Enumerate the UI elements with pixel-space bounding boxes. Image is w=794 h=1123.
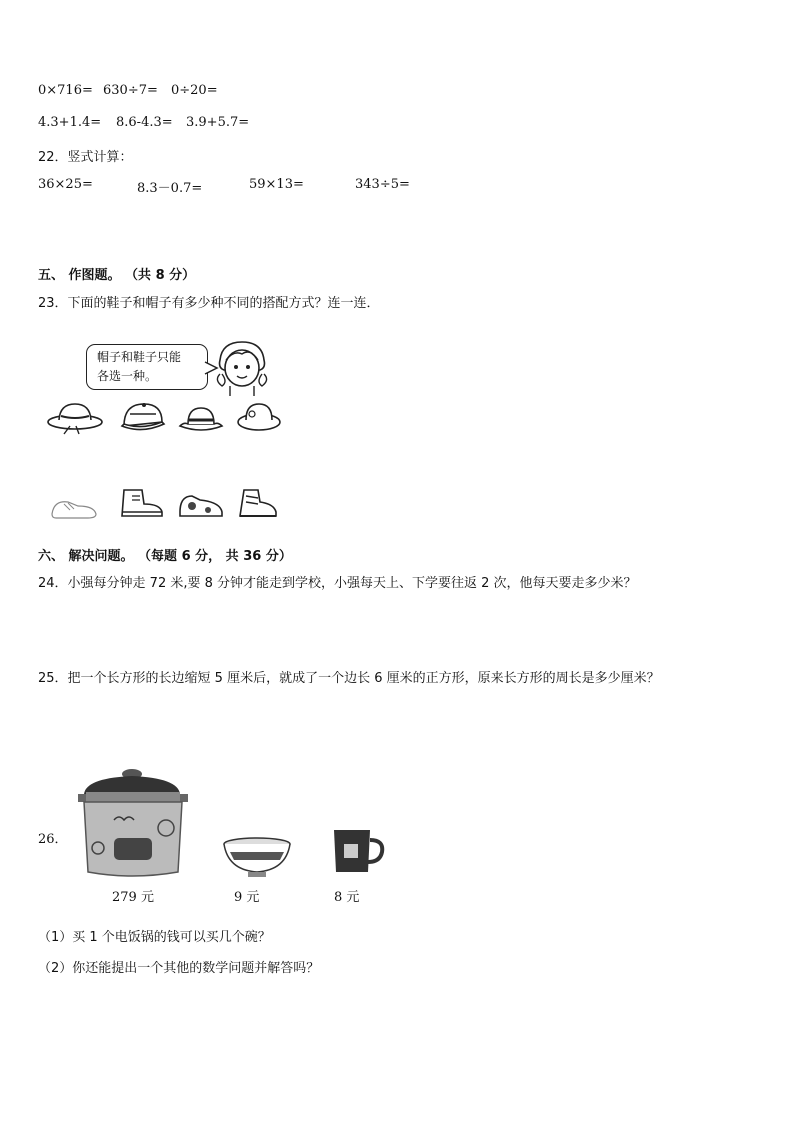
calc-4.3plus1.4: 4.3+1.4=	[38, 115, 102, 130]
q24-text: 24．小强每分钟走 72 米,要 8 分钟才能走到学校，小强每天上、下学要往返 2 次，他每天要走多少米？	[38, 576, 637, 591]
q22-item-2: 8.3－0.7=	[137, 181, 203, 196]
q23-text: 23．下面的鞋子和帽子有多少种不同的搭配方式？连一连．	[38, 296, 380, 311]
q22-title: 22．竖式计算：	[38, 150, 133, 165]
q26-sub2: （2）你还能提出一个其他的数学问题并解答吗？	[38, 961, 320, 976]
calc-0x716: 0×716=	[38, 83, 93, 98]
sun-hat-icon	[46, 398, 104, 436]
girl-icon	[212, 338, 270, 396]
q26-sub1: （1）买 1 个电饭锅的钱可以买几个碗？	[38, 930, 271, 945]
section6-heading: 六、 解决问题。 （每题 6 分， 共 36 分）	[38, 549, 292, 564]
calc-630div7: 630÷7=	[103, 83, 158, 98]
fedora-icon	[178, 402, 224, 434]
q26-number: 26．	[38, 832, 68, 847]
q22-item-3: 59×13=	[249, 177, 304, 192]
calc-0div20: 0÷20=	[171, 83, 218, 98]
bonnet-icon	[236, 400, 282, 434]
boot-icon	[118, 486, 166, 520]
sport-shoe-icon	[176, 488, 226, 520]
bowl-icon	[222, 836, 292, 878]
cup-price: 8 元	[334, 890, 360, 905]
cup-icon	[330, 826, 386, 876]
section5-heading: 五、 作图题。 （共 8 分）	[38, 268, 196, 283]
rice-cooker-icon	[74, 764, 192, 880]
high-top-icon	[236, 486, 280, 522]
q22-item-4: 343÷5=	[355, 177, 410, 192]
bowl-price: 9 元	[234, 890, 260, 905]
calc-8.6minus4.3: 8.6-4.3=	[116, 115, 173, 130]
speech-bubble: 帽子和鞋子只能 各选一种。	[86, 344, 208, 390]
rice-cooker-price: 279 元	[112, 890, 154, 905]
q22-item-1: 36×25=	[38, 177, 93, 192]
calc-3.9plus5.7: 3.9+5.7=	[186, 115, 250, 130]
cap-icon	[118, 400, 166, 436]
q25-text: 25．把一个长方形的长边缩短 5 厘米后，就成了一个边长 6 厘米的正方形，原来长方形的周长是多少厘米？	[38, 671, 660, 686]
sneaker-icon	[48, 492, 100, 522]
